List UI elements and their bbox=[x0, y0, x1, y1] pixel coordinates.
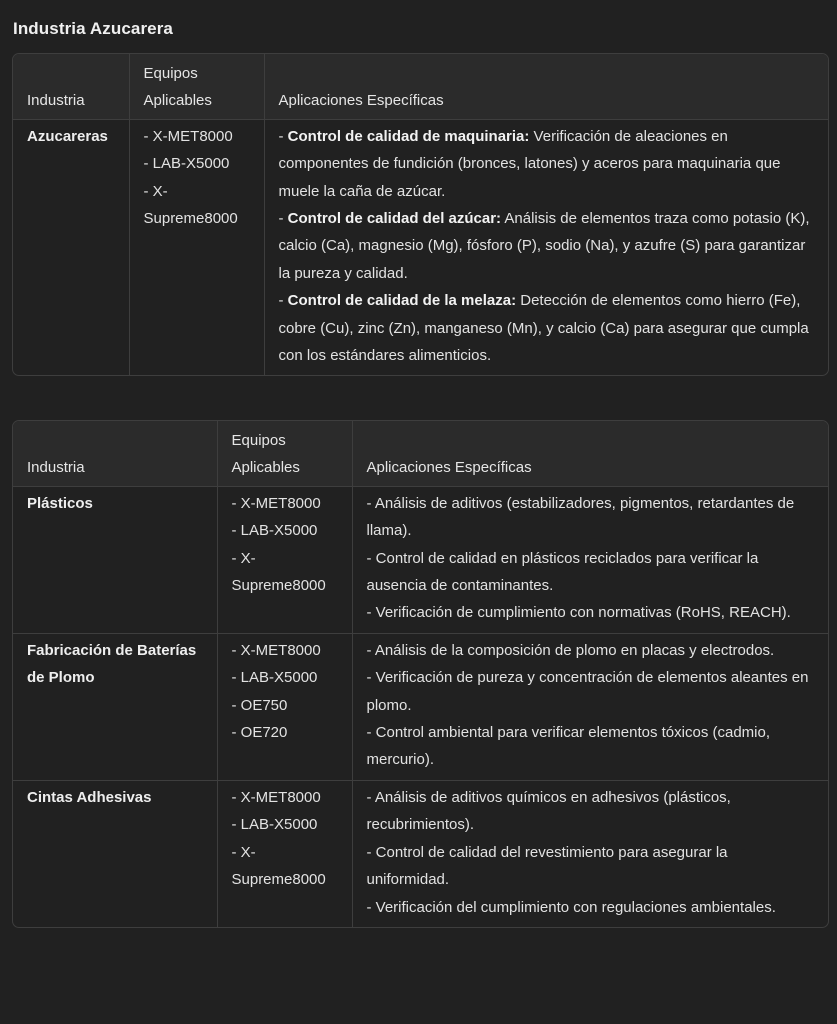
table-row bbox=[13, 780, 828, 927]
equipment-item: - LAB-X5000 bbox=[231, 669, 318, 687]
header-aplicaciones: Aplicaciones Específicas bbox=[264, 54, 828, 119]
application-text: Análisis de elementos traza como potasio (K), calcio (Ca), magnesio (Mg), fósforo (P), sodio (Na), y azufre (S) para garantizar la pureza y calidad. bbox=[278, 210, 810, 282]
application-item: - Control de calidad de la melaza: Detección de elementos como hierro (Fe), cobre (Cu), zinc (Zn), manganeso (Mn), y calcio (Ca) para asegurar que cumpla con los estándares alimenticios. bbox=[278, 292, 809, 365]
equipment-cell bbox=[217, 633, 352, 780]
application-item: - Control de calidad en plásticos reciclados para verificar la ausencia de contaminantes. bbox=[366, 549, 759, 595]
section-heading: Industria Azucarera bbox=[13, 19, 173, 38]
application-item: - Verificación de cumplimiento con normativas (RoHS, REACH). bbox=[366, 604, 791, 622]
industry-cell: Plásticos bbox=[13, 486, 217, 633]
equipment-item: - X-MET8000 bbox=[143, 127, 233, 145]
application-title: Control de calidad de maquinaria: bbox=[287, 127, 530, 145]
application-text: Detección de elementos como hierro (Fe), cobre (Cu), zinc (Zn), manganeso (Mn), y calcio (Ca) para asegurar que cumpla con los estándares alimenticios. bbox=[278, 292, 809, 365]
industries-table-container bbox=[12, 420, 829, 928]
equipment-cell bbox=[129, 119, 264, 375]
application-title: Control de calidad de la melaza: bbox=[287, 292, 517, 310]
equipment-item: - LAB-X5000 bbox=[231, 522, 318, 540]
application-item: - Análisis de aditivos (estabilizadores, pigmentos, retardantes de llama). bbox=[366, 494, 795, 540]
equipment-cell bbox=[217, 780, 352, 927]
equipment-item: - X-Supreme8000 bbox=[231, 549, 326, 595]
applications-cell bbox=[352, 486, 828, 633]
application-item: - Verificación de pureza y concentración de elementos aleantes en plomo. bbox=[366, 669, 809, 714]
applications-cell bbox=[352, 633, 828, 780]
table-row bbox=[13, 486, 828, 633]
application-text: Verificación de aleaciones en componentes de fundición (bronces, latones) y aceros para maquinaria que muele la caña de azúcar. bbox=[278, 127, 781, 200]
equipment-item: - X-Supreme8000 bbox=[231, 843, 326, 889]
equipment-item: - LAB-X5000 bbox=[143, 155, 230, 173]
header-industria: Industria bbox=[13, 421, 217, 486]
industry-cell: Cintas Adhesivas bbox=[13, 780, 217, 927]
industries-table bbox=[13, 421, 828, 927]
applications-cell bbox=[264, 119, 828, 375]
header-aplicaciones: Aplicaciones Específicas bbox=[352, 421, 828, 486]
table-row bbox=[13, 633, 828, 780]
equipment-item: - OE720 bbox=[231, 724, 288, 742]
equipment-item: - X-MET8000 bbox=[231, 641, 321, 659]
equipment-item: - X-Supreme8000 bbox=[143, 182, 238, 228]
table-header-row bbox=[13, 421, 828, 486]
header-industria: Industria bbox=[13, 54, 129, 119]
equipment-item: - OE750 bbox=[231, 696, 288, 714]
application-item: - Análisis de la composición de plomo en placas y electrodos. bbox=[366, 641, 775, 659]
equipment-cell bbox=[217, 486, 352, 633]
industry-cell: Azucareras bbox=[13, 119, 129, 375]
header-equipos: Equipos Aplicables bbox=[217, 421, 352, 486]
application-item: - Análisis de aditivos químicos en adhesivos (plásticos, recubrimientos). bbox=[366, 788, 731, 834]
equipment-item: - X-MET8000 bbox=[231, 494, 321, 512]
equipment-item: - LAB-X5000 bbox=[231, 816, 318, 834]
application-item: - Control de calidad de maquinaria: Verificación de aleaciones en componentes de fundición (bronces, latones) y aceros para maquinaria que muele la caña de azúcar. bbox=[278, 127, 781, 200]
sugar-industry-table bbox=[13, 54, 828, 375]
equipment-item: - X-MET8000 bbox=[231, 788, 321, 806]
application-item: - Control de calidad del revestimiento para asegurar la uniformidad. bbox=[366, 843, 728, 889]
header-equipos: Equipos Aplicables bbox=[129, 54, 264, 119]
application-item: - Control ambiental para verificar elementos tóxicos (cadmio, mercurio). bbox=[366, 724, 770, 769]
table-header-row bbox=[13, 54, 828, 119]
industry-cell: Fabricación de Baterías de Plomo bbox=[13, 633, 217, 780]
sugar-industry-table-container bbox=[12, 53, 829, 376]
application-item: - Verificación del cumplimiento con regulaciones ambientales. bbox=[366, 898, 776, 916]
table-row bbox=[13, 119, 828, 375]
application-item: - Control de calidad del azúcar: Análisis de elementos traza como potasio (K), calcio (Ca), magnesio (Mg), fósforo (P), sodio (Na), y azufre (S) para garantizar la pureza y calidad. bbox=[278, 210, 810, 282]
applications-cell bbox=[352, 780, 828, 927]
application-title: Control de calidad del azúcar: bbox=[287, 210, 502, 228]
